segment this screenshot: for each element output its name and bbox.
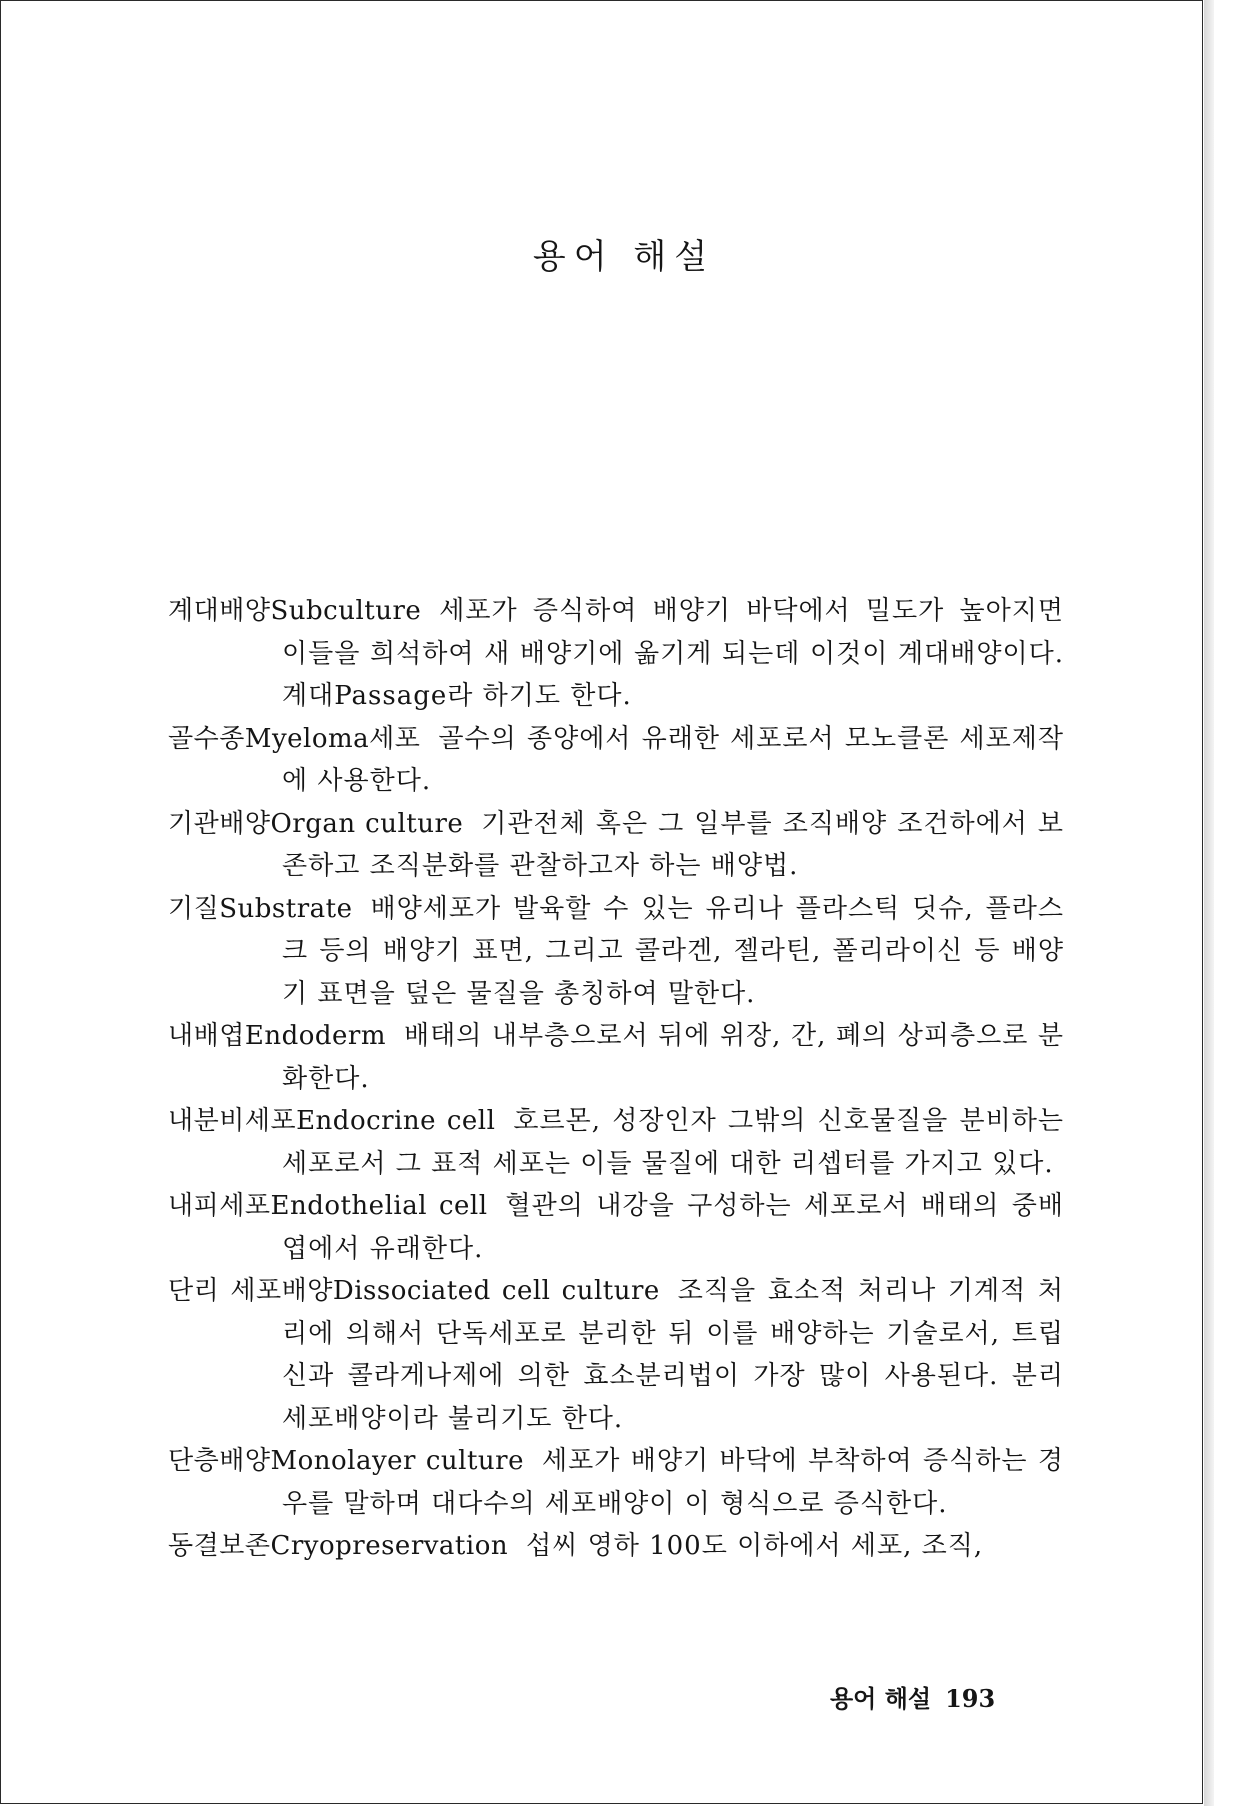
glossary-term: 동결보존Cryopreservation — [168, 1531, 509, 1561]
glossary-term: 내배엽Endoderm — [168, 1021, 386, 1051]
glossary-definition: 배양세포가 발육할 수 있는 유리나 플라스틱 딧슈, 플라스크 등의 배양기 표면, 그리고 콜라겐, 젤라틴, 폴리라이신 등 배양기 표면을 덮은 물질을 총칭하여 말한다. — [282, 893, 1064, 1009]
glossary-entry — [168, 590, 1064, 718]
glossary-entry — [168, 888, 1064, 1016]
glossary-entry — [168, 803, 1064, 888]
glossary-term: 단리 세포배양Dissociated cell culture — [168, 1276, 660, 1306]
glossary-term: 단층배양Monolayer culture — [168, 1446, 524, 1476]
glossary-entry — [168, 1185, 1064, 1270]
glossary-term: 기질Substrate — [168, 893, 353, 924]
glossary-term: 기관배양Organ culture — [168, 808, 464, 839]
glossary-definition: 호르몬, 성장인자 그밖의 신호물질을 분비하는 세포로서 그 표적 세포는 이들 물질에 대한 리셉터를 가지고 있다. — [282, 1106, 1064, 1179]
glossary-entry — [168, 718, 1064, 803]
glossary-term: 계대배양Subculture — [168, 596, 422, 626]
glossary-entry — [168, 1100, 1064, 1185]
glossary-term: 내피세포Endothelial cell — [168, 1191, 488, 1221]
page-footer — [830, 1679, 1130, 1714]
glossary-definition: 세포가 배양기 바닥에 부착하여 증식하는 경우를 말하며 대다수의 세포배양이 이 형식으로 증식한다. — [282, 1446, 1064, 1519]
page-title: 용어 해설 — [532, 236, 716, 277]
glossary-definition: 배태의 내부층으로서 뒤에 위장, 간, 폐의 상피층으로 분화한다. — [282, 1021, 1064, 1094]
footer-title: 용어 해설 — [830, 1684, 932, 1713]
glossary-entry — [168, 1525, 1064, 1568]
glossary-entry — [168, 1270, 1064, 1440]
glossary-entry — [168, 1015, 1064, 1100]
glossary-definition: 세포가 증식하여 배양기 바닥에서 밀도가 높아지면 이들을 희석하여 새 배양기에 옮기게 되는데 이것이 계대배양이다. 계대Passage라 하기도 한다. — [282, 596, 1064, 711]
glossary-term: 골수종Myeloma세포 — [168, 723, 421, 754]
glossary-definition: 혈관의 내강을 구성하는 세포로서 배태의 중배엽에서 유래한다. — [282, 1191, 1064, 1264]
glossary-definition: 골수의 종양에서 유래한 세포로서 모노클론 세포제작에 사용한다. — [282, 723, 1064, 796]
page-number: 193 — [945, 1684, 996, 1713]
glossary-term: 내분비세포Endocrine cell — [168, 1106, 496, 1136]
glossary-entry — [168, 1440, 1064, 1525]
glossary-entries — [168, 590, 1064, 1568]
glossary-definition: 조직을 효소적 처리나 기계적 처리에 의해서 단독세포로 분리한 뒤 이를 배양하는 기술로서, 트립신과 콜라게나제에 의한 효소분리법이 가장 많이 사용된다. 분리 세포배양이라 불리기도 한다. — [282, 1276, 1064, 1434]
glossary-definition: 섭씨 영하 100도 이하에서 세포, 조직, — [526, 1531, 984, 1561]
glossary-definition: 기관전체 혹은 그 일부를 조직배양 조건하에서 보존하고 조직분화를 관찰하고자 하는 배양법. — [282, 808, 1064, 881]
